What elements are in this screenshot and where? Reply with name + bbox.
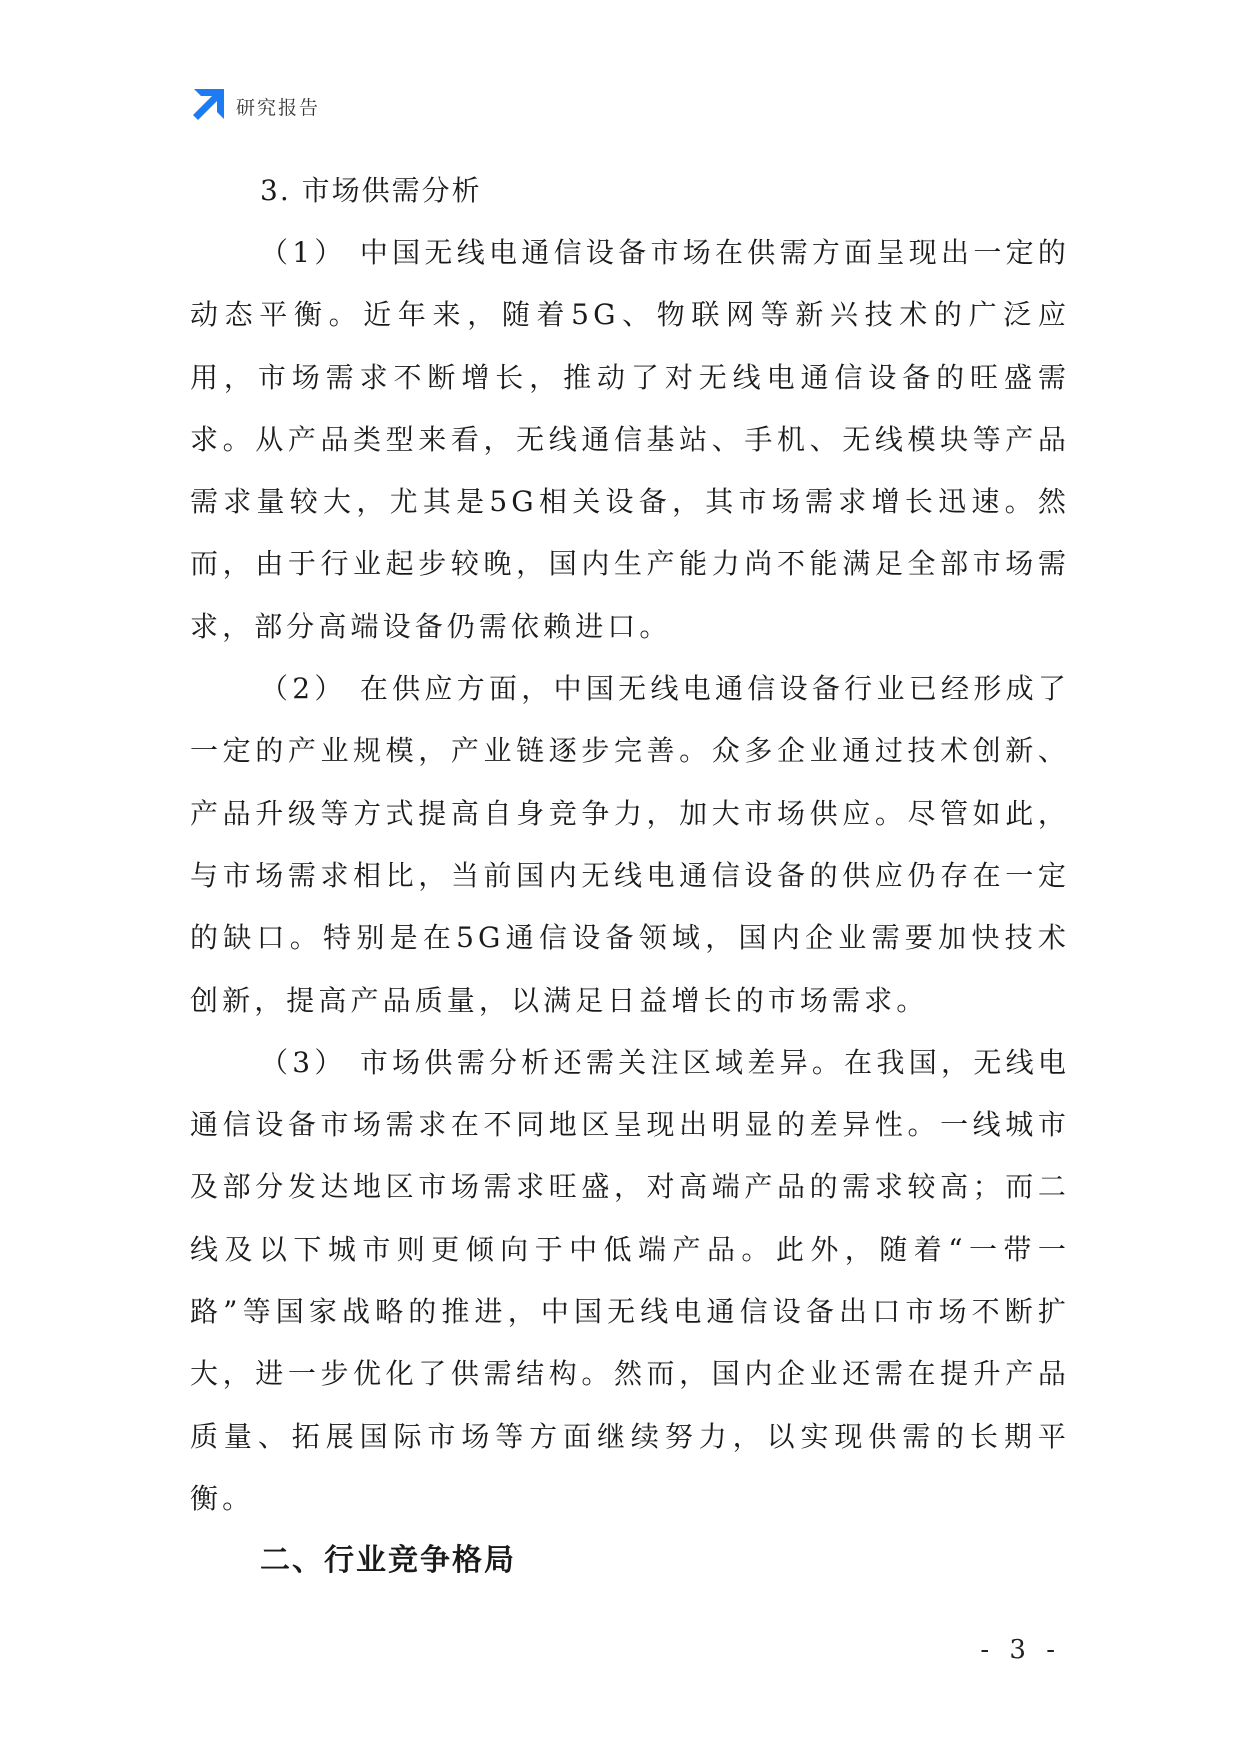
paragraph-1: （1） 中国无线电通信设备市场在供需方面呈现出一定的动态平衡。近年来，随着5G、物联网等新兴技术的广泛应用，市场需求不断增长，推动了对无线电通信设备的旺盛需求。从产品类型来看，无线通信基站、手机、无线模块等产品需求量较大，尤其是5G相关设备，其市场需求增长迅速。然而，由于行业起步较晚，国内生产能力尚不能满足全部市场需求，部分高端设备仍需依赖进口。 [190,236,1070,643]
next-heading: 二、行业竞争格局 [260,1543,516,1579]
section-title: 3. 市场供需分析 [260,174,482,207]
header-title: 研究报告 [236,96,321,119]
page-number: - 3 - [980,1635,1061,1665]
document-body [190,160,1070,1592]
arrow-up-right-icon [190,89,224,123]
report-header [190,88,320,124]
paragraph-3: （3） 市场供需分析还需关注区域差异。在我国，无线电通信设备市场需求在不同地区呈现出明显的差异性。一线城市及部分发达地区市场需求旺盛，对高端产品的需求较高；而二线及以下城市则更倾向于中低端产品。此外，随着“一带一路”等国家战略的推进，中国无线电通信设备出口市场不断扩大，进一步优化了供需结构。然而，国内企业还需在提升产品质量、拓展国际市场等方面继续努力，以实现供需的长期平衡。 [190,1045,1070,1515]
paragraph-2: （2） 在供应方面，中国无线电通信设备行业已经形成了一定的产业规模，产业链逐步完善。众多企业通过技术创新、产品升级等方式提高自身竞争力，加大市场供应。尽管如此，与市场需求相比，当前国内无线电通信设备的供应仍存在一定的缺口。特别是在5G通信设备领域，国内企业需要加快技术创新，提高产品质量，以满足日益增长的市场需求。 [190,672,1070,1017]
